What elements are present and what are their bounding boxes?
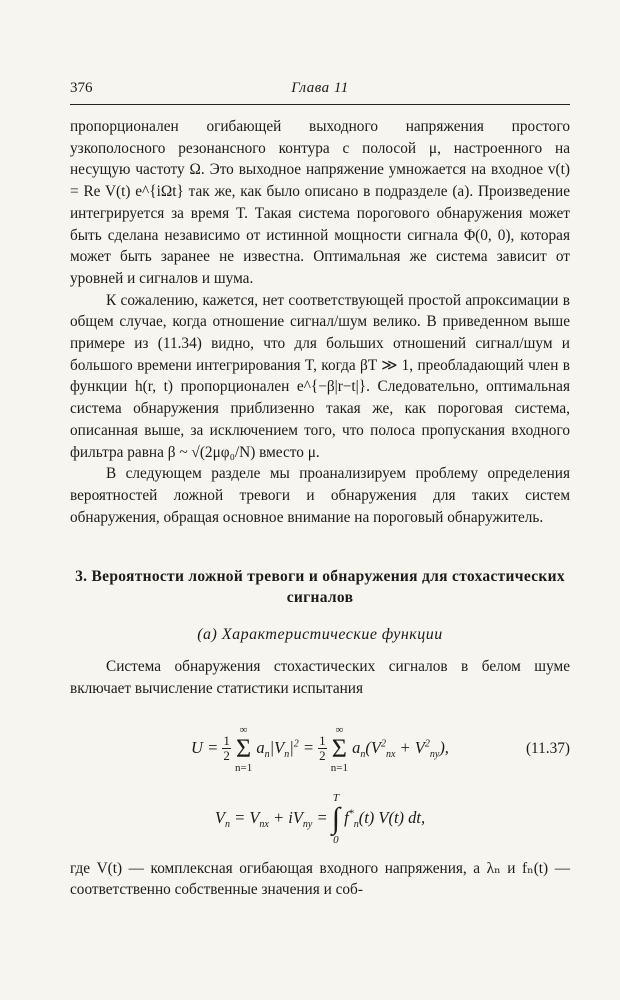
- subsection-title: (а) Характеристические функции: [197, 626, 443, 644]
- sum-symbol-2: ∞ Σ n=1: [330, 723, 348, 774]
- integral-symbol: T ∫ 0: [331, 791, 340, 846]
- page-body: [70, 116, 570, 901]
- fraction-half-2: $\frac{1}{2}$: [319, 733, 326, 764]
- paragraph-2: К сожалению, кажется, нет соответствующей простой апроксимации в общем случае, когда отношение сигнал/шум велико. В приведенном выше примере из (11.34) видно, что для больших отношений сигнал/шум и большого времени интегрирования T, когда βT ≫ 1, преобладающий член в функции h(r, t) пропорционален e^{−β|r−t|}. Следовательно, оптимальная система обнаружения приблизенно такая же, как пороговая система, описанная выше, за исключением того, что полоса пропускания входного фильтра равна β ~ √(2μφ₀/N) вместо μ.: [70, 291, 570, 461]
- equation-number: (11.37): [525, 739, 570, 757]
- header-rule: [70, 104, 570, 105]
- running-head: Глава 11: [291, 80, 349, 96]
- page-header: [70, 80, 570, 100]
- paragraph-4: Система обнаружения стохастических сигналов в белом шуме включает вычисление статистики испытания: [70, 658, 570, 698]
- paragraph-1: пропорционален огибающей выходного напряжения простого узкополосного резонансного контура с полосой μ, настроенного на несущую частоту Ω. Это выходное напряжение умножается на входное v(t) = Re V(t) e^{iΩt} так же, как было описано в подразделе (а). Произведение интегрируется за время T. Такая система порогового обнаружения может быть сделана независимо от истинной мощности сигнала Φ(0, 0), которая может быть заранее не известна. Оптимальная же система зависит от уровней и сигналов и шума.: [70, 118, 570, 287]
- fraction-half: $\frac{1}{2}$: [223, 733, 230, 764]
- equation-Vn-body: $V_n = V_{nx} + iV_{ny} = T$ ∫ 0 $f^*_n(t)$ V(t) dt,: [214, 791, 426, 846]
- page-number: 376: [70, 80, 93, 96]
- sum-symbol: ∞ Σ n=1: [234, 723, 253, 774]
- equation-U: U = $\frac{1}{2}$ ∞ Σ n=1 $a_n|V_n|^2$ = $\frac{1}{2}$ ∞ Σ n=1 $a_n(V^2_{nx} + V^2_{ny})$,: [191, 723, 449, 774]
- section-title: 3. Вероятности ложной тревоги и обнаружения для стохастических сигналов: [75, 568, 565, 607]
- equation-Vn: [70, 788, 570, 858]
- paragraph-3: В следующем разделе мы проанализируем проблему определения вероятностей ложной тревоги и обнаружения для таких систем обнаружения, обращая основное внимание на пороговый обнаружитель.: [70, 465, 570, 526]
- paragraph-5: где V(t) — комплексная огибающая входного напряжения, а λₙ и fₙ(t) — соответственно собственные значения и соб-: [70, 859, 570, 899]
- equation-11-37: [70, 718, 570, 780]
